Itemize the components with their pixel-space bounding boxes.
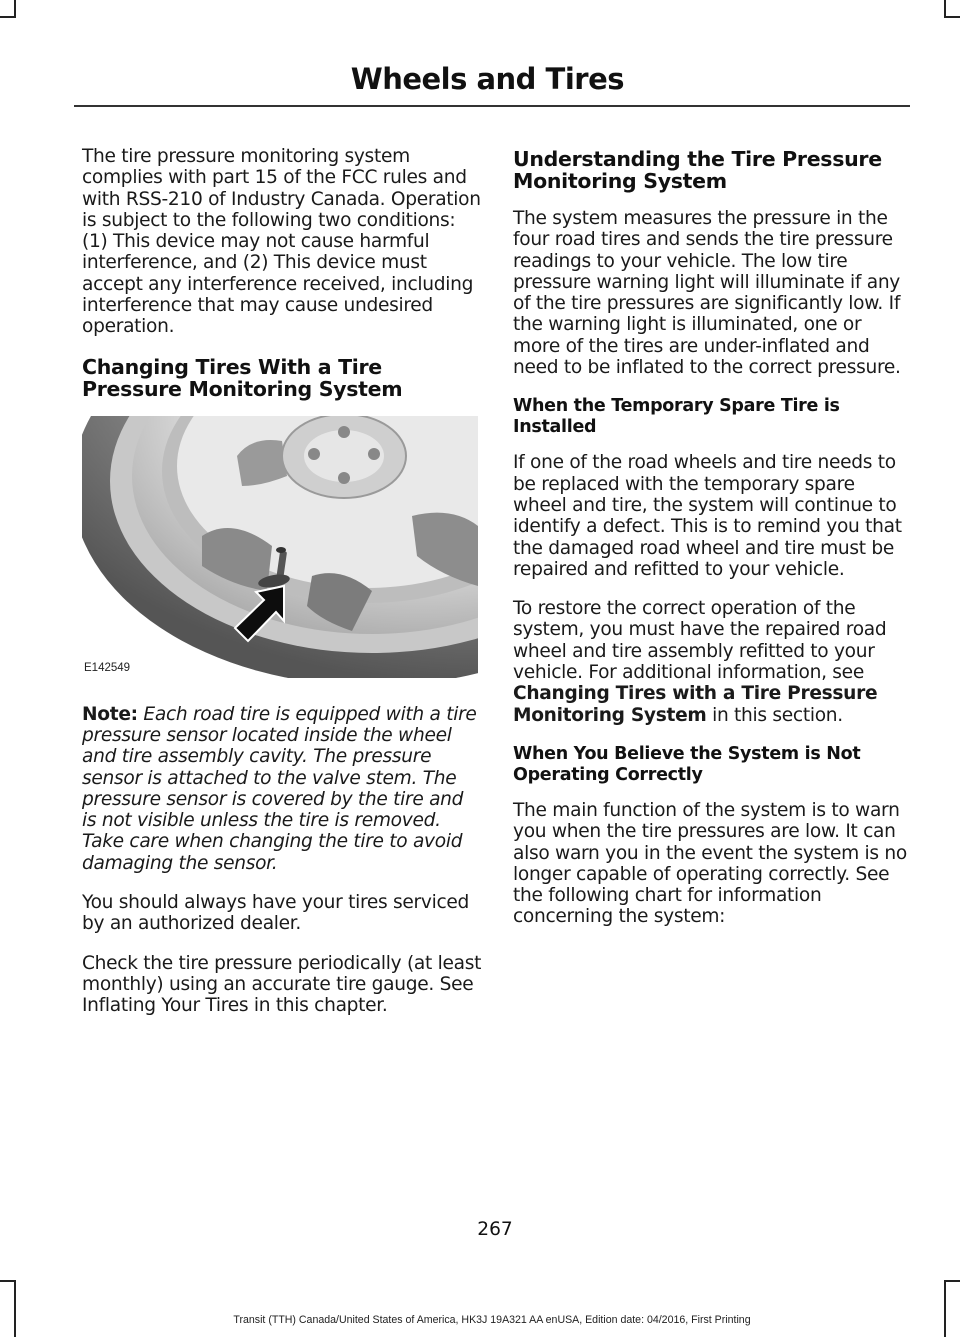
crop-mark [14,1280,16,1337]
crop-mark [944,1280,946,1337]
not-operating-paragraph: The main function of the system is to warn you when the tire pressures are low. It can also warn you in the event the system is no longer capable of operating correctly. See the following chart for information concerning the system: [513,799,907,928]
footer-edition: Transit (TTH) Canada/United States of America, HK3J 19A321 AA enUSA, Edition date: 04/2016, First Printing [233,1314,751,1326]
heading-not-operating: When You Believe the System is Not Operating Correctly [513,743,861,785]
wheel-illustration [82,416,478,678]
spare-paragraph: If one of the road wheels and tire needs to be replaced with the temporary spare wheel and tire, the system will continue to identify a defect. This is to remind you that the damaged road wheel and tire must be repaired and refitted to your vehicle. [513,452,902,580]
heading-changing-tires: Changing Tires With a Tire Pressure Monitoring System [82,354,403,401]
tire-sensor-figure [82,416,478,678]
dealer-paragraph: You should always have your tires serviced by an authorized dealer. [82,892,470,935]
left-column [82,146,482,1035]
note-paragraph [82,704,482,874]
crop-mark [0,16,16,18]
page-number: 267 [477,1219,513,1240]
note-text: Each road tire is equipped with a tire pressure sensor located inside the wheel and tire assembly cavity. The pressure sensor is attached to the valve stem. The pressure sensor is covered by the tire and is not visible unless the tire is removed. Take care when changing the tire to avoid damaging the sensor. [82,703,477,874]
crop-mark [944,1280,960,1282]
page-title: Wheels and Tires [350,62,624,96]
crop-mark [944,16,960,18]
header-rule [74,105,910,107]
measures-paragraph: The system measures the pressure in the four road tires and sends the tire pressure readings to your vehicle. The low tire pressure warning light will illuminate if any of the tire pressures are significantly low. If the warning light is illuminated, one or more of the tires are under-inflated and need to be inflated to the correct pressure. [513,208,901,379]
fcc-paragraph: The tire pressure monitoring system complies with part 15 of the FCC rules and with RSS-210 of Industry Canada. Operation is subject to the following two conditions: (1) This device may not cause harmful interference, and (2) This device must accept any interference received, including interference that may cause undesired operation. [82,146,481,338]
figure-code: E142549 [84,661,131,674]
heading-understanding: Understanding the Tire Pressure Monitoring System [513,147,882,193]
note-label: Note: [82,703,138,725]
heading-spare-tire: When the Temporary Spare Tire is Installed [513,396,840,438]
cross-reference-link[interactable]: Changing Tires with a Tire Pressure Monitoring System [513,683,878,726]
restore-text: To restore the correct operation of the system, you must have the repaired road wheel and tire assembly refitted to your vehicle. For additional information, see [513,598,887,684]
restore-text-end: in this section. [712,704,843,726]
right-column [513,148,909,946]
restore-paragraph [513,598,909,726]
check-pressure-paragraph: Check the tire pressure periodically (at least monthly) using an accurate tire gauge. See Inflating Your Tires in this chapter. [82,952,482,1017]
